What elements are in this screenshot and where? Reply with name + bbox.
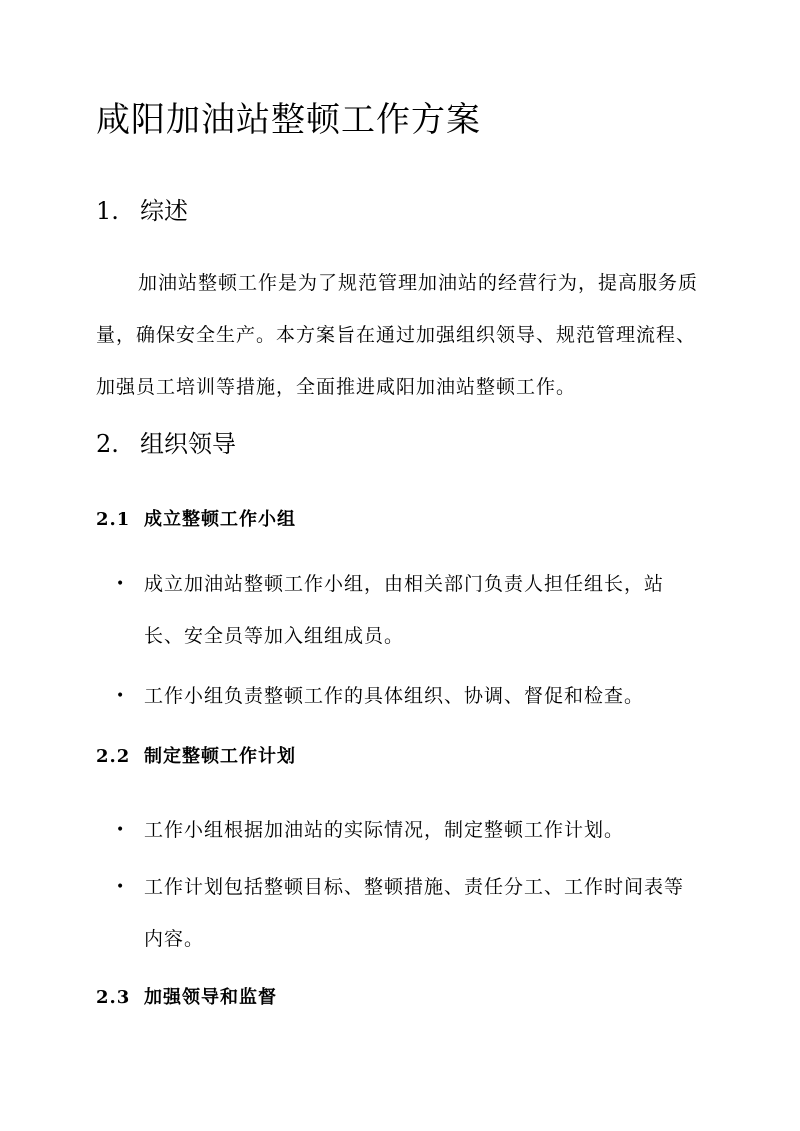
list-item-text: 工作小组根据加油站的实际情况，制定整顿工作计划。 [144, 819, 625, 841]
subsection-title: 制定整顿工作计划 [144, 746, 296, 767]
bullet-icon: • [116, 822, 126, 838]
list-item [116, 804, 696, 856]
section-number: 1. [96, 197, 119, 225]
subsection-heading-2-2 [96, 743, 296, 771]
list-item [116, 670, 696, 722]
bullet-icon: • [116, 576, 126, 592]
subsection-number: 2.2 [96, 746, 131, 767]
section-number: 2. [96, 430, 119, 458]
subsection-number: 2.1 [96, 509, 131, 530]
list-item-text: 工作小组负责整顿工作的具体组织、协调、督促和检查。 [144, 685, 645, 707]
section-heading-overview [96, 194, 188, 228]
list-item-text: 工作计划包括整顿目标、整顿措施、责任分工、工作时间表等内容。 [144, 876, 685, 950]
subsection-title: 成立整顿工作小组 [144, 509, 296, 530]
list-item [116, 558, 696, 662]
section-title: 综述 [140, 197, 188, 225]
section-heading-organization [96, 427, 236, 461]
subsection-heading-2-1 [96, 506, 296, 534]
subsection-number: 2.3 [96, 987, 131, 1008]
section-title: 组织领导 [140, 430, 236, 458]
list-item [116, 861, 696, 965]
bullet-icon: • [116, 879, 126, 895]
document-title: 咸阳加油站整顿工作方案 [96, 100, 481, 140]
overview-paragraph: 加油站整顿工作是为了规范管理加油站的经营行为，提高服务质量，确保安全生产。本方案旨在通过加强组织领导、规范管理流程、加强员工培训等措施，全面推进咸阳加油站整顿工作。 [96, 272, 699, 398]
list-item-text: 成立加油站整顿工作小组，由相关部门负责人担任组长，站长、安全员等加入组组成员。 [144, 573, 665, 647]
bullet-icon: • [116, 688, 126, 704]
subsection-title: 加强领导和监督 [144, 987, 277, 1008]
subsection-heading-2-3 [96, 984, 277, 1012]
